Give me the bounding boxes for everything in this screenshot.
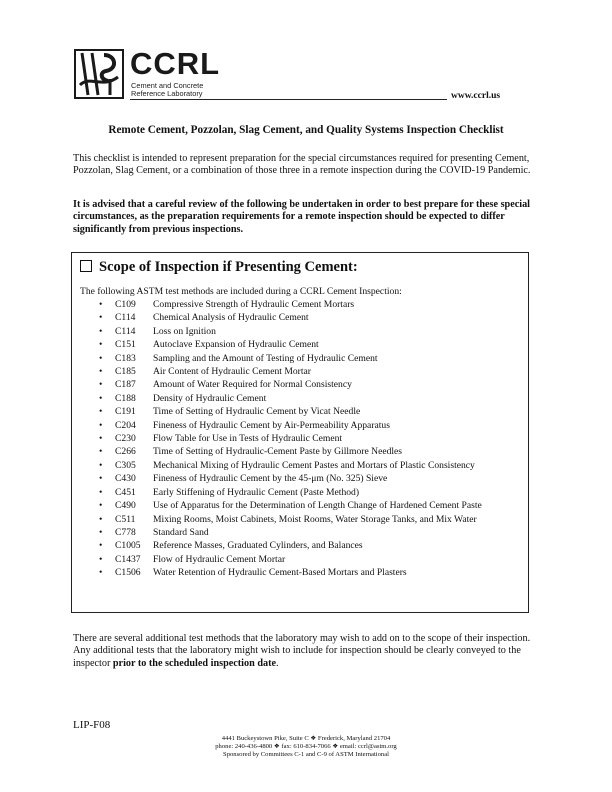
bullet-icon: • xyxy=(99,379,103,391)
bullet-icon: • xyxy=(99,473,103,485)
test-method-item xyxy=(80,352,527,365)
bullet-icon: • xyxy=(99,325,103,337)
closing-paragraph xyxy=(73,633,543,670)
bullet-icon: • xyxy=(99,339,103,351)
bullet-icon: • xyxy=(99,513,103,525)
closing-bold-text: prior to the scheduled inspection date xyxy=(112,657,276,669)
test-method-item xyxy=(80,405,527,418)
test-method-description: Autoclave Expansion of Hydraulic Cement xyxy=(153,339,319,351)
test-method-code: C1005 xyxy=(115,540,141,552)
bullet-icon: • xyxy=(99,419,103,431)
bullet-icon: • xyxy=(99,486,103,498)
test-method-description: Amount of Water Required for Normal Consistency xyxy=(153,379,352,391)
bullet-icon: • xyxy=(99,567,103,579)
test-method-item xyxy=(80,325,527,338)
closing-period: . xyxy=(276,657,279,669)
test-method-code: C1506 xyxy=(115,567,141,579)
intro-paragraph: This checklist is intended to represent preparation for the special circumstances required for presenting Cement, Pozzolan, Slag Cement, or a combination of those three in a remote inspection during the COVID-19 Pandemic. xyxy=(73,153,531,177)
test-method-code: C230 xyxy=(115,433,136,445)
test-method-code: C114 xyxy=(115,312,136,324)
test-method-code: C204 xyxy=(115,419,136,431)
logo-subtitle-line2: Reference Laboratory xyxy=(131,89,203,98)
test-method-description: Density of Hydraulic Cement xyxy=(153,392,267,404)
test-method-code: C114 xyxy=(115,325,136,337)
test-method-item xyxy=(80,539,527,552)
test-method-code: C187 xyxy=(115,379,136,391)
test-method-code: C1437 xyxy=(115,553,141,565)
test-method-description: Sampling and the Amount of Testing of Hydraulic Cement xyxy=(153,352,378,364)
test-method-item xyxy=(80,566,527,579)
scope-checkbox[interactable] xyxy=(80,260,92,272)
bullet-icon: • xyxy=(99,392,103,404)
bullet-icon: • xyxy=(99,352,103,364)
test-method-code: C451 xyxy=(115,486,136,498)
bullet-icon: • xyxy=(99,540,103,552)
test-method-list xyxy=(80,298,527,580)
test-method-code: C191 xyxy=(115,406,136,418)
test-method-description: Early Stiffening of Hydraulic Cement (Paste Method) xyxy=(153,486,360,498)
test-method-item xyxy=(80,553,527,566)
test-method-item xyxy=(80,392,527,405)
test-method-description: Compressive Strength of Hydraulic Cement Mortars xyxy=(153,299,355,310)
test-method-description: Standard Sand xyxy=(153,526,209,538)
test-method-description: Use of Apparatus for the Determination of Length Change of Hardened Cement Paste xyxy=(153,500,482,512)
test-method-description: Air Content of Hydraulic Cement Mortar xyxy=(153,366,311,378)
test-method-code: C266 xyxy=(115,446,136,458)
test-method-code: C305 xyxy=(115,459,136,471)
test-method-item xyxy=(80,472,527,485)
bullet-icon: • xyxy=(99,312,103,324)
test-method-item xyxy=(80,378,527,391)
scope-list-intro: The following ASTM test methods are included during a CCRL Cement Inspection: xyxy=(80,286,402,297)
footer-contact: phone: 240-436-4800 ❖ fax: 610-834-7066 ❖ email: ccrl@astm.org xyxy=(215,743,397,750)
test-method-item xyxy=(80,338,527,351)
test-method-description: Flow of Hydraulic Cement Mortar xyxy=(153,553,286,565)
document-id: LIP-F08 xyxy=(73,719,111,731)
bullet-icon: • xyxy=(99,553,103,565)
test-method-item xyxy=(80,311,527,324)
document-title: Remote Cement, Pozzolan, Slag Cement, and Quality Systems Inspection Checklist xyxy=(108,124,504,136)
test-method-item xyxy=(80,432,527,445)
footer-sponsor: Sponsored by Committees C-1 and C-9 of ASTM International xyxy=(223,751,389,758)
logo-subtitle-line1: Cement and Concrete xyxy=(131,81,204,90)
closing-text: There are several additional test methods that the laboratory may wish to add on to the scope of their inspection. Any additional tests that the laboratory might wish to include for inspection should be clearly conveyed to the inspector xyxy=(73,633,531,669)
test-method-code: C151 xyxy=(115,339,136,351)
ccrl-logo-icon xyxy=(74,49,124,99)
test-method-item xyxy=(80,499,527,512)
test-method-description: Reference Masses, Graduated Cylinders, and Balances xyxy=(153,540,363,552)
footer-address: 4441 Buckeystown Pike, Suite C ❖ Frederick, Maryland 21704 xyxy=(221,735,391,742)
test-method-item xyxy=(80,486,527,499)
test-method-code: C490 xyxy=(115,500,136,512)
test-method-description: Mechanical Mixing of Hydraulic Cement Pastes and Mortars of Plastic Consistency xyxy=(153,459,475,471)
test-method-code: C430 xyxy=(115,473,136,485)
bullet-icon: • xyxy=(99,459,103,471)
test-method-code: C511 xyxy=(115,513,136,525)
test-method-description: Water Retention of Hydraulic Cement-Based Mortars and Plasters xyxy=(153,567,407,579)
website-link[interactable]: www.ccrl.us xyxy=(451,91,501,101)
test-method-item xyxy=(80,419,527,432)
bullet-icon: • xyxy=(99,526,103,538)
test-method-item xyxy=(80,513,527,526)
bullet-icon: • xyxy=(99,406,103,418)
header-rule xyxy=(130,99,447,100)
advice-paragraph: It is advised that a careful review of the following be undertaken in order to best prepare for these special circumstances, as the preparation requirements for a remote inspection should be expected to differ significantly from previous inspections. xyxy=(73,199,530,235)
bullet-icon: • xyxy=(99,446,103,458)
scope-heading xyxy=(80,259,358,276)
test-method-description: Time of Setting of Hydraulic-Cement Paste by Gillmore Needles xyxy=(153,446,403,458)
bullet-icon: • xyxy=(99,366,103,378)
test-method-code: C188 xyxy=(115,392,136,404)
bullet-icon: • xyxy=(99,500,103,512)
test-method-description: Flow Table for Use in Tests of Hydraulic Cement xyxy=(153,433,343,445)
test-method-item xyxy=(80,365,527,378)
test-method-description: Time of Setting of Hydraulic Cement by Vicat Needle xyxy=(153,406,361,418)
logo-wordmark: CCRL xyxy=(130,46,221,81)
test-method-item xyxy=(80,526,527,539)
test-method-item xyxy=(80,445,527,458)
test-method-description: Loss on Ignition xyxy=(153,325,216,337)
scope-heading-text: Scope of Inspection if Presenting Cement: xyxy=(99,259,358,275)
test-method-description: Chemical Analysis of Hydraulic Cement xyxy=(153,312,309,324)
test-method-description: Fineness of Hydraulic Cement by the 45-μm (No. 325) Sieve xyxy=(153,473,388,485)
test-method-code: C778 xyxy=(115,526,136,538)
bullet-icon: • xyxy=(99,433,103,445)
test-method-description: Mixing Rooms, Moist Cabinets, Moist Rooms, Water Storage Tanks, and Mix Water xyxy=(153,513,477,525)
test-method-code: C109 xyxy=(115,299,136,310)
bullet-icon: • xyxy=(99,299,103,310)
test-method-code: C185 xyxy=(115,366,136,378)
test-method-description: Fineness of Hydraulic Cement by Air-Permeability Apparatus xyxy=(153,419,390,431)
test-method-code: C183 xyxy=(115,352,136,364)
test-method-item xyxy=(80,298,527,311)
test-method-item xyxy=(80,459,527,472)
